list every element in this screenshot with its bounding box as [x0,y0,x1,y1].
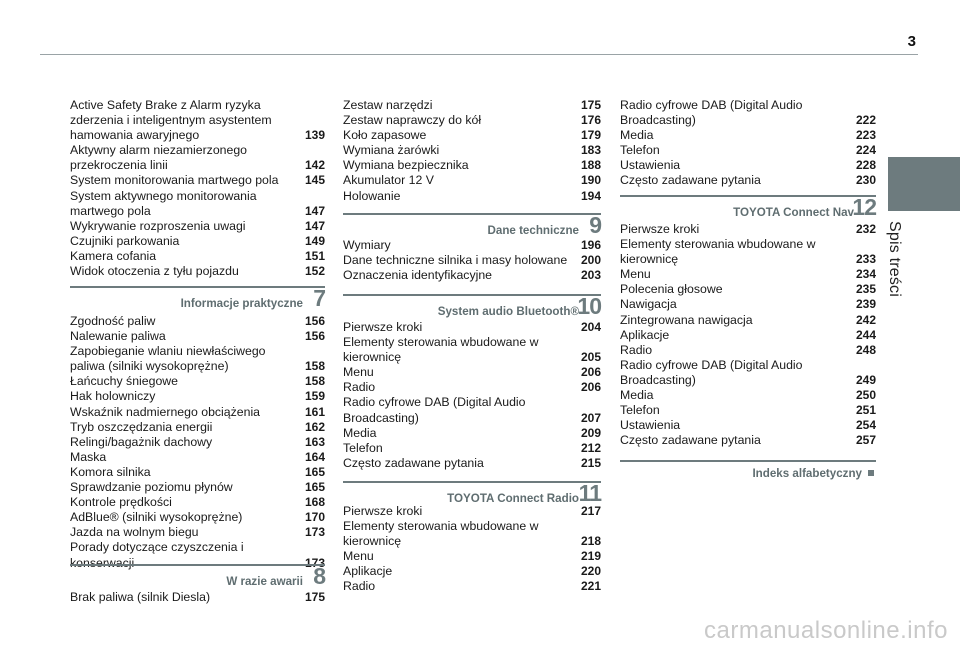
toc-entry[interactable]: Kamera cofania 151 [70,248,325,263]
page-number: 3 [907,33,916,50]
toc-list [343,98,601,204]
section-header-11[interactable] [343,481,601,505]
toc-entry[interactable]: Active Safety Brake z Alarm ryzyka zderzenia i inteligentnym asystentem hamowania awaryjnego 139 [70,98,325,143]
toc-entry[interactable]: Radio cyfrowe DAB (Digital Audio Broadcasting) 207 [343,395,601,425]
section-rule [70,286,325,288]
toc-entry[interactable]: Nawigacja 239 [620,297,876,312]
toc-list [70,98,325,279]
toc-entry[interactable]: Relingi/bagażnik dachowy 163 [70,434,325,449]
section-rule [620,460,876,462]
side-tab-label-text: Spis treści [886,221,903,297]
toc-entry[interactable]: Jazda na wolnym biegu 173 [70,525,325,540]
toc-entry[interactable]: Telefon 224 [620,143,876,158]
toc-entry[interactable]: Często zadawane pytania 230 [620,173,876,188]
toc-entry[interactable]: Radio 221 [343,579,601,594]
toc-list [343,504,601,595]
toc-entry[interactable]: Elementy sterowania wbudowane w kierownicę 218 [343,519,601,549]
toc-entry[interactable]: Elementy sterowania wbudowane w kierownicę 205 [343,335,601,365]
toc-entry[interactable]: Radio cyfrowe DAB (Digital Audio Broadcasting) 249 [620,357,876,387]
watermark: carmanualsonline.info [704,617,948,644]
toc-entry[interactable]: Holowanie 194 [343,188,601,203]
section-number: 10 [577,293,601,319]
toc-entry[interactable]: Aplikacje 244 [620,327,876,342]
toc-entry[interactable]: Widok otoczenia z tyłu pojazdu 152 [70,264,325,279]
section-number: 12 [852,194,876,220]
section-title: Informacje praktyczne [180,297,303,310]
toc-entry[interactable]: Wymiana bezpiecznika 188 [343,158,601,173]
toc-entry[interactable]: Wymiary 196 [343,238,601,252]
toc-entry[interactable]: Telefon 251 [620,403,876,418]
toc-entry[interactable]: Radio 248 [620,342,876,357]
toc-list [70,590,325,605]
toc-entry[interactable]: Akumulator 12 V 190 [343,173,601,188]
toc-entry[interactable]: System monitorowania martwego pola 145 [70,173,325,188]
toc-entry[interactable]: Aplikacje 220 [343,564,601,579]
toc-entry[interactable]: Media 250 [620,388,876,403]
section-rule [343,481,601,483]
section-number: 11 [578,480,601,506]
section-title: W razie awarii [226,575,303,588]
section-title: TOYOTA Connect Nav [733,206,854,219]
toc-entry[interactable]: Czujniki parkowania 149 [70,233,325,248]
section-header-8[interactable] [70,564,325,588]
toc-list [70,314,325,571]
toc-entry[interactable]: Polecenia głosowe 235 [620,282,876,297]
toc-entry[interactable]: Radio cyfrowe DAB (Digital Audio Broadcasting) 222 [620,98,876,128]
section-header-7[interactable] [70,286,325,310]
toc-entry[interactable]: Menu 234 [620,267,876,282]
toc-entry[interactable]: Wymiana żarówki 183 [343,143,601,158]
toc-entry[interactable]: Łańcuchy śniegowe 158 [70,374,325,389]
square-bullet-icon [868,470,874,476]
toc-list [343,238,601,283]
toc-entry[interactable]: Kontrole prędkości 168 [70,495,325,510]
section-rule [70,564,325,566]
section-header-9[interactable] [343,213,601,237]
index-link[interactable] [620,460,876,480]
toc-list [620,222,876,448]
toc-list [343,320,601,471]
section-rule [343,213,601,215]
toc-entry[interactable]: Porady dotyczące czyszczenia i konserwacji 173 [70,540,325,570]
toc-entry[interactable]: Pierwsze kroki 204 [343,320,601,334]
side-tab-label [885,221,921,321]
toc-entry[interactable]: Zapobieganie wlaniu niewłaściwego paliwa (silniki wysokoprężne) 158 [70,344,325,374]
toc-entry[interactable]: Menu 206 [343,365,601,380]
toc-entry[interactable]: Zintegrowana nawigacja 242 [620,312,876,327]
toc-entry[interactable]: Zestaw naprawczy do kół 176 [343,113,601,128]
toc-entry[interactable]: Media 209 [343,425,601,440]
toc-entry[interactable]: Zgodność paliw 156 [70,314,325,328]
section-title: TOYOTA Connect Radio [447,492,579,505]
section-number: 8 [313,563,325,589]
toc-list [620,98,876,189]
section-rule [620,195,876,197]
section-number: 7 [313,285,325,311]
toc-entry[interactable]: Aktywny alarm niezamierzonego przekroczenia linii 142 [70,143,325,173]
toc-entry[interactable]: Brak paliwa (silnik Diesla) 175 [70,590,325,604]
toc-entry[interactable]: Elementy sterowania wbudowane w kierownicę 233 [620,237,876,267]
section-rule [343,294,601,296]
section-header-10[interactable] [343,294,601,318]
toc-entry[interactable]: Ustawienia 228 [620,158,876,173]
toc-entry[interactable]: Sprawdzanie poziomu płynów 165 [70,480,325,495]
toc-entry[interactable]: Zestaw narzędzi 175 [343,98,601,112]
top-rule [40,54,918,55]
toc-entry[interactable]: Oznaczenia identyfikacyjne 203 [343,268,601,283]
section-header-12[interactable] [620,195,876,219]
toc-entry[interactable]: Dane techniczne silnika i masy holowane 200 [343,253,601,268]
toc-entry[interactable]: Radio 206 [343,380,601,395]
toc-entry[interactable]: Wykrywanie rozproszenia uwagi 147 [70,218,325,233]
toc-entry[interactable]: Koło zapasowe 179 [343,128,601,143]
toc-entry[interactable]: Wskaźnik nadmiernego obciążenia 161 [70,404,325,419]
toc-entry[interactable]: Pierwsze kroki 217 [343,504,601,518]
toc-entry[interactable]: AdBlue® (silniki wysokoprężne) 170 [70,510,325,525]
toc-entry[interactable]: Ustawienia 254 [620,418,876,433]
section-title: Dane techniczne [487,224,579,237]
toc-entry[interactable]: Często zadawane pytania 257 [620,433,876,448]
toc-entry[interactable]: Komora silnika 165 [70,464,325,479]
side-tab[interactable] [888,157,960,211]
toc-entry[interactable]: Hak holowniczy 159 [70,389,325,404]
toc-entry[interactable]: Tryb oszczędzania energii 162 [70,419,325,434]
toc-entry[interactable]: Pierwsze kroki 232 [620,222,876,236]
toc-entry[interactable]: Często zadawane pytania 215 [343,455,601,470]
toc-entry[interactable]: Nalewanie paliwa 156 [70,329,325,344]
section-number: 9 [589,212,601,238]
toc-entry[interactable]: Maska 164 [70,449,325,464]
section-title: System audio Bluetooth® [437,305,579,318]
toc-entry[interactable]: Media 223 [620,128,876,143]
toc-entry[interactable]: Menu 219 [343,549,601,564]
toc-entry[interactable]: Telefon 212 [343,440,601,455]
toc-entry[interactable]: System aktywnego monitorowania martwego pola 147 [70,188,325,218]
index-label: Indeks alfabetyczny [752,467,862,480]
